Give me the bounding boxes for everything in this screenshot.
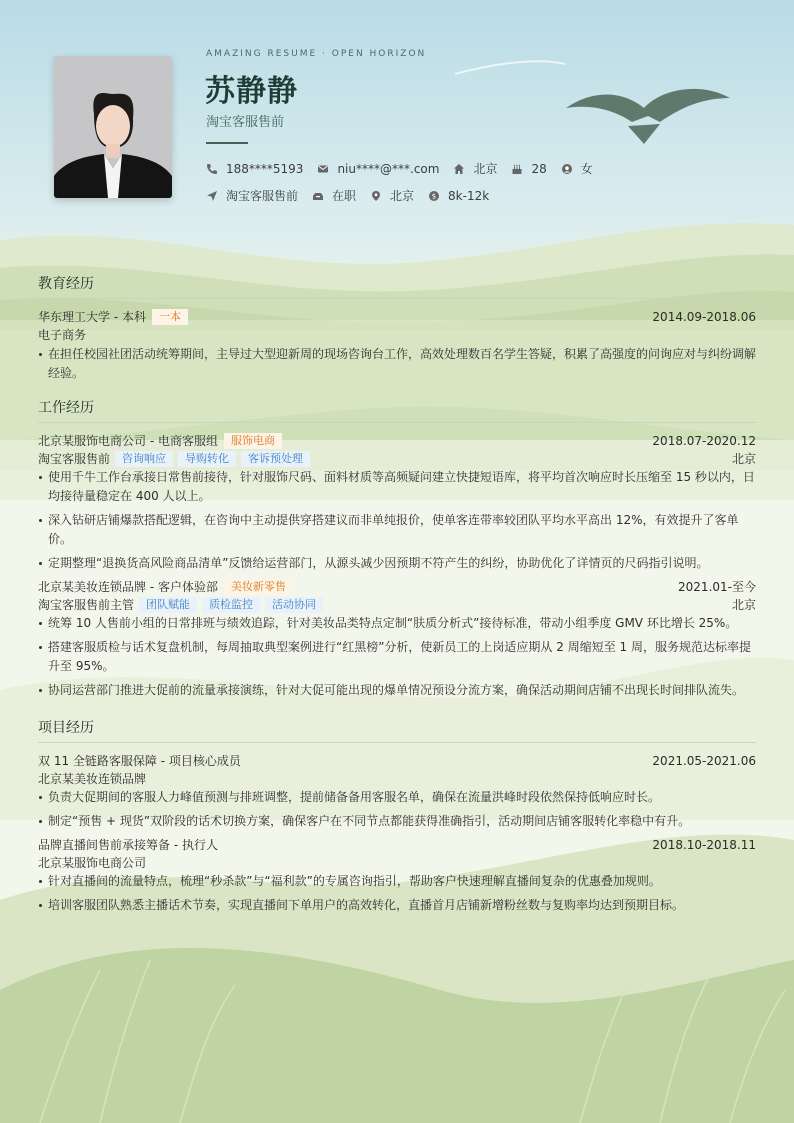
education-date: 2014.09-2018.06: [652, 310, 756, 324]
candidate-name: 苏静静: [205, 74, 298, 109]
intention-location: [370, 187, 414, 204]
industry-tag: 美妆新零售: [224, 579, 293, 595]
contact-gender: [561, 160, 593, 177]
role-name: 淘宝客服售前: [38, 452, 111, 466]
project-bullet: 负责大促期间的客服人力峰值预测与排班调整，提前储备备用客服名单，确保在流量洪峰时段依然保持低响应时长。: [38, 788, 756, 807]
work-bullet: 使用千牛工作台承接日常售前接待，针对服饰尺码、面料材质等高频疑问建立快捷短语库，将平均首次响应时长压缩至 15 秒以内，日均接待量稳定在 400 人以上。: [38, 468, 756, 506]
status-text: 在职: [332, 189, 357, 203]
status-icon: [312, 190, 324, 202]
send-icon: [206, 190, 218, 202]
job-title: 淘宝客服售前: [206, 115, 285, 130]
svg-text:$: $: [431, 192, 437, 201]
phone-icon: [206, 163, 218, 175]
home-text: 北京: [473, 162, 498, 176]
work-bullet: 搭建客服质检与话术复盘机制，每周抽取典型案例进行“红黑榜”分析，使新员工的上岗适应期从 2 周缩短至 1 周，服务规范达标率提升至 95%。: [38, 638, 756, 676]
phone-text: 188****5193: [226, 161, 304, 176]
role-name: 淘宝客服售前主管: [38, 598, 135, 612]
skill-tag: 客诉预处理: [241, 451, 310, 467]
company-name: 北京某服饰电商公司 - 电商客服组: [38, 434, 218, 448]
mail-icon: [317, 163, 329, 175]
work-date: 2021.01-至今: [678, 580, 756, 594]
contact-age: [511, 162, 546, 176]
industry-tag: 服饰电商: [224, 433, 282, 449]
project-entry: [38, 836, 756, 915]
work-city: 北京: [731, 452, 756, 466]
project-bullet: 针对直播间的流量特点，梳理“秒杀款”与“福利款”的专属咨询指引，帮助客户快速理解直播间复杂的优惠叠加规则。: [38, 872, 756, 891]
project-name: 双 11 全链路客服保障 - 项目核心成员: [38, 754, 241, 768]
tagline: AMAZING RESUME · OPEN HORIZON: [206, 49, 427, 59]
company-name: 北京某美妆连锁品牌 - 客户体验部: [38, 580, 218, 594]
school-name: 华东理工大学 - 本科: [38, 310, 146, 324]
age-text: 28: [531, 161, 547, 176]
work-city: 北京: [731, 598, 756, 612]
contact-phone: [206, 162, 303, 176]
salary-icon: [428, 190, 440, 202]
project-entry: [38, 752, 756, 831]
section-title: 项目经历: [38, 717, 756, 743]
education-section: [38, 273, 756, 388]
project-bullet: 制定“预售 + 现货”双阶段的话术切换方案，确保客户在不同节点都能获得准确指引，活动期间店铺客服转化率稳中有升。: [38, 812, 756, 831]
work-entry: [38, 432, 756, 573]
education-entry: [38, 308, 756, 383]
skill-tag: 活动协同: [265, 597, 323, 613]
project-bullet: 培训客服团队熟悉主播话术节奏，实现直播间下单用户的高效转化，直播首月店铺新增粉丝数与复购率均达到预期目标。: [38, 896, 756, 915]
project-date: 2021.05-2021.06: [652, 754, 756, 768]
project-name: 品牌直播间售前承接筹备 - 执行人: [38, 838, 218, 852]
bird-icon: [562, 78, 734, 148]
work-date: 2018.07-2020.12: [652, 434, 756, 448]
intention-position: [206, 187, 298, 204]
location-text: 北京: [390, 189, 415, 203]
gender-icon: [561, 163, 573, 175]
work-bullet: 定期整理“退换货高风险商品清单”反馈给运营部门，从源头减少因预期不符产生的纠纷，协助优化了详情页的尺码指引说明。: [38, 554, 756, 573]
avatar-photo: [54, 56, 172, 198]
cake-icon: [511, 163, 523, 175]
skill-tag: 团队赋能: [139, 597, 197, 613]
work-bullet: 统筹 10 人售前小组的日常排班与绩效追踪，针对美妆品类特点定制“肤质分析式”接待标准，带动小组季度 GMV 环比增长 25%。: [38, 614, 756, 633]
position-text: 淘宝客服售前: [226, 189, 299, 203]
intention-status: [312, 187, 356, 204]
skill-tag: 质检监控: [202, 597, 260, 613]
contact-home: [453, 160, 497, 177]
salary-text: 8k-12k: [448, 188, 490, 203]
section-title: 工作经历: [38, 397, 756, 423]
intention-row: [206, 187, 503, 204]
education-bullet: 在担任校园社团活动统筹期间，主导过大型迎新周的现场咨询台工作，高效处理数百名学生答疑，积累了高强度的问询应对与纠纷调解经验。: [38, 345, 756, 383]
project-org: 北京某服饰电商公司: [38, 856, 147, 870]
work-bullet: 深入钻研店铺爆款搭配逻辑，在咨询中主动提供穿搭建议而非单纯报价，使单客连带率较团队平均水平高出 12%，有效提升了客单价。: [38, 511, 756, 549]
gender-text: 女: [580, 162, 593, 176]
section-title: 教育经历: [38, 273, 756, 299]
location-icon: [370, 190, 382, 202]
contact-email: [317, 162, 439, 176]
work-section: [38, 397, 756, 705]
project-date: 2018.10-2018.11: [652, 838, 756, 852]
contact-row: [206, 160, 607, 177]
intention-salary: [428, 189, 489, 203]
accent-divider: [206, 142, 248, 144]
work-bullet: 协同运营部门推进大促前的流量承接演练，针对大促可能出现的爆单情况预设分流方案，确保活动期间店铺不出现长时间排队流失。: [38, 681, 756, 700]
work-entry: [38, 578, 756, 700]
major: 电子商务: [38, 328, 87, 342]
project-org: 北京某美妆连锁品牌: [38, 772, 147, 786]
skill-tag: 导购转化: [178, 451, 236, 467]
skill-tag: 咨询响应: [115, 451, 173, 467]
home-icon: [453, 163, 465, 175]
project-section: [38, 717, 756, 920]
email-text: niu****@***.com: [337, 161, 440, 176]
school-tag: 一本: [152, 309, 188, 325]
